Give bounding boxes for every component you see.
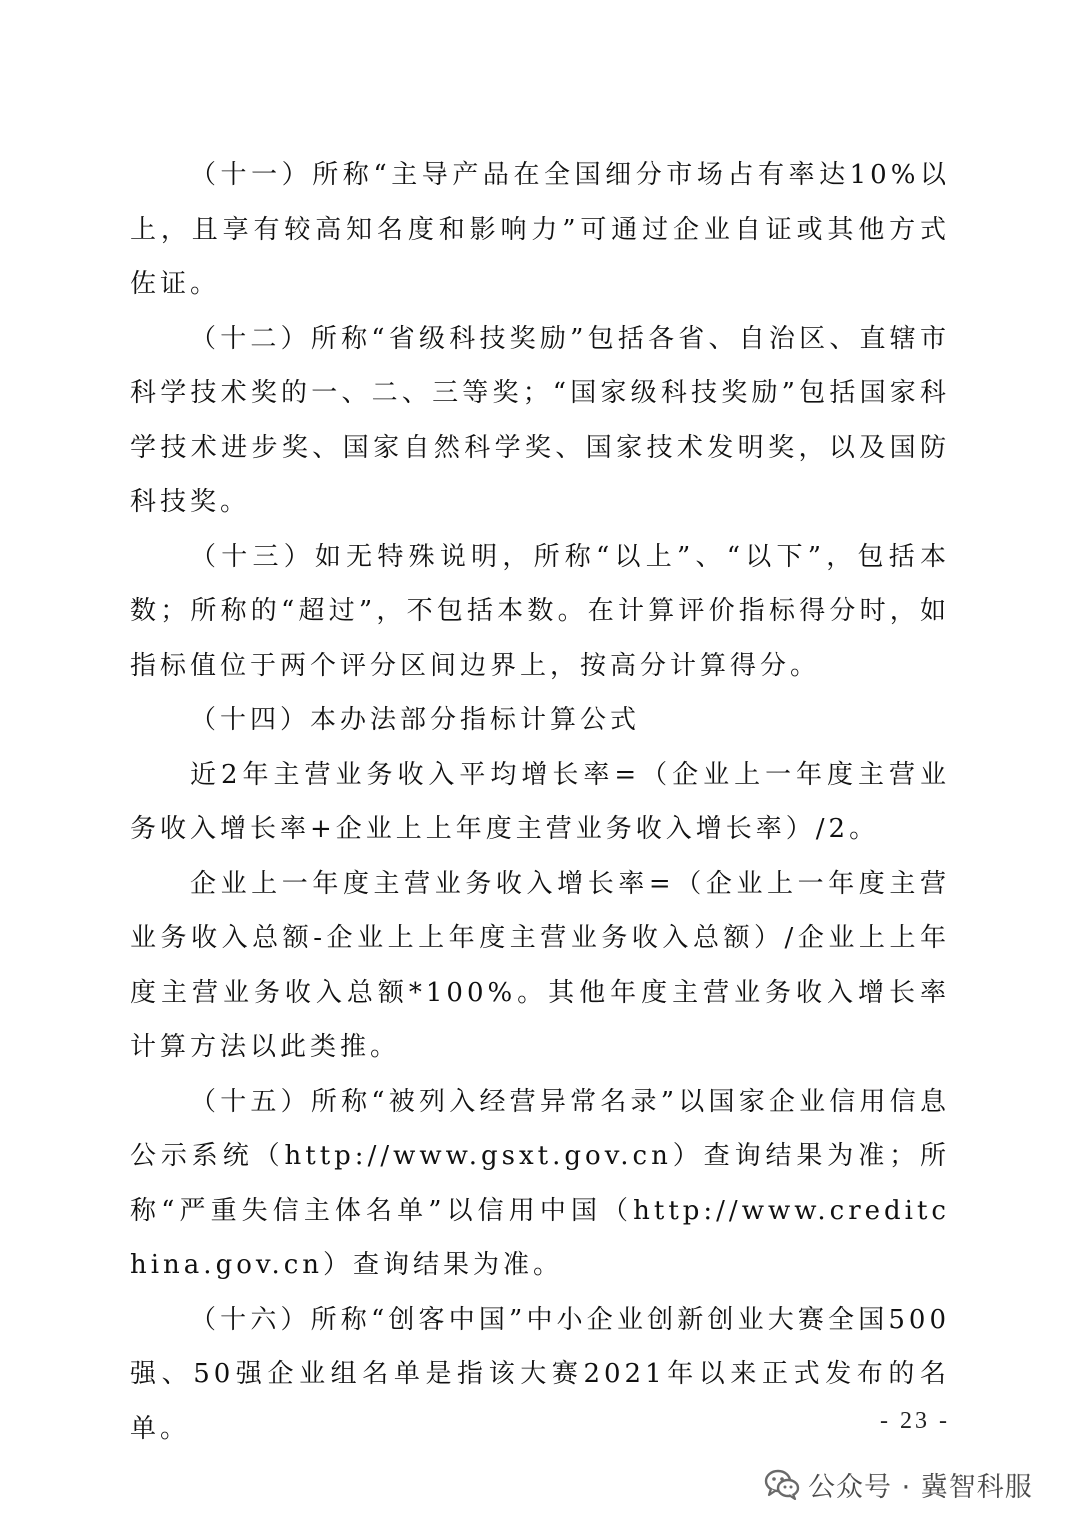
- page-number: - 23 -: [880, 1408, 950, 1434]
- paragraph-item-16: （十六）所称“创客中国”中小企业创新创业大赛全国500强、50强企业组名单是指该大赛2021年以来正式发布的名单。: [130, 1304, 950, 1444]
- wechat-icon: [764, 1468, 800, 1500]
- paragraph-item-11: （十一）所称“主导产品在全国细分市场占有率达10%以上，且享有较高知名度和影响力”可通过企业自证或其他方式佐证。: [130, 160, 950, 299]
- paragraph-item-15: （十五）所称“被列入经营异常名录”以国家企业信用信息公示系统（http://www.gsxt.gov.cn）查询结果为准；所称“严重失信主体名单”以信用中国（http://www.creditchina.gov.cn）查询结果为准。: [130, 1086, 950, 1280]
- watermark-label: 公众号 · 冀智科服: [808, 1471, 1033, 1503]
- paragraph-item-14-heading: （十四）本办法部分指标计算公式: [190, 705, 641, 735]
- document-body: [130, 148, 950, 1456]
- paragraph-item-12: （十二）所称“省级科技奖励”包括各省、自治区、直辖市科学技术奖的一、二、三等奖；“国家级科技奖励”包括国家科学技术进步奖、国家自然科学奖、国家技术发明奖，以及国防科技奖。: [130, 323, 950, 517]
- formula-annual-growth: 企业上一年度主营业务收入增长率=（企业上一年度主营业务收入总额-企业上上年度主营业务收入总额）/企业上上年度主营业务收入总额*100%。其他年度主营业务收入增长率计算方法以此类推。: [130, 868, 950, 1062]
- formula-average-growth: 近2年主营业务收入平均增长率=（企业上一年度主营业务收入增长率+企业上上年度主营业务收入增长率）/2。: [130, 759, 950, 844]
- wechat-watermark: [764, 1462, 1033, 1506]
- paragraph-item-13: （十三）如无特殊说明，所称“以上”、“以下”，包括本数；所称的“超过”，不包括本数。在计算评价指标得分时，如指标值位于两个评分区间边界上，按高分计算得分。: [130, 541, 950, 681]
